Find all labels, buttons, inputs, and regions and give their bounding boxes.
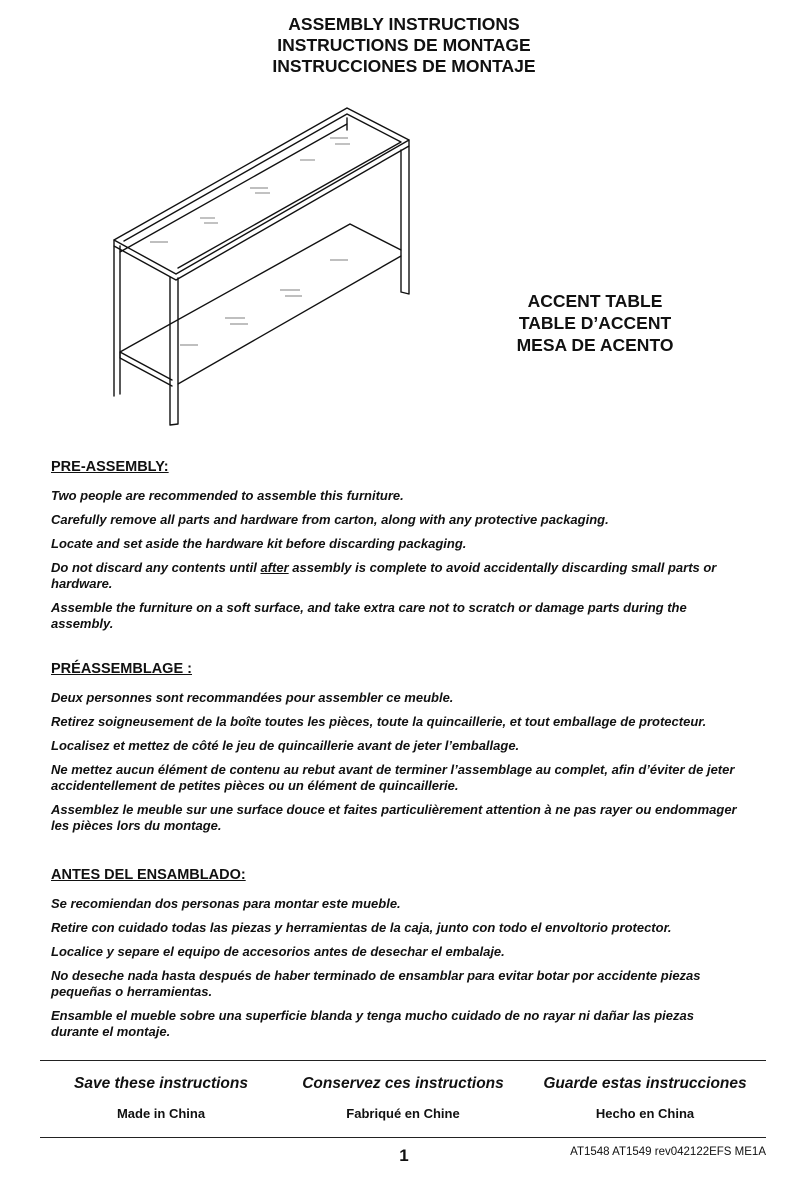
instruction-paragraph: Two people are recommended to assemble this furniture. bbox=[51, 488, 404, 503]
save-instructions-spanish: Guarde estas instrucciones bbox=[543, 1075, 747, 1092]
instruction-paragraph: Ensamble el mueble sobre una superficie blanda y tenga mucho cuidado de no rayar ni dañar las piezas durante el montaje. bbox=[51, 1008, 694, 1039]
product-name-spanish: MESA DE ACENTO bbox=[516, 335, 674, 355]
lower-shelf-frame bbox=[120, 224, 401, 386]
instruction-text: Do not discard any contents until bbox=[51, 560, 261, 575]
title-french: INSTRUCTIONS DE MONTAGE bbox=[277, 35, 531, 55]
pre-assembly-spanish bbox=[51, 866, 741, 1048]
made-in-french: Fabriqué en Chine bbox=[346, 1106, 460, 1121]
table-top-inner-frame bbox=[124, 114, 401, 268]
front-left-leg bbox=[170, 277, 178, 425]
instruction-paragraph: Carefully remove all parts and hardware from carton, along with any protective packaging. bbox=[51, 512, 609, 527]
instruction-paragraph: Localisez et mettez de côté le jeu de quincaillerie avant de jeter l’emballage. bbox=[51, 738, 520, 753]
instruction-paragraph: Retirez soigneusement de la boîte toutes les pièces, toute la quincaillerie, et tout emballage de protecteur. bbox=[51, 714, 707, 729]
product-name bbox=[470, 290, 720, 356]
emphasis-text: after bbox=[260, 560, 289, 575]
pre-assembly-english bbox=[51, 458, 741, 640]
table-top-frame bbox=[114, 108, 409, 274]
title-english: ASSEMBLY INSTRUCTIONS bbox=[288, 14, 520, 34]
footer-divider-top bbox=[40, 1060, 766, 1061]
instruction-paragraph: Se recomiendan dos personas para montar este mueble. bbox=[51, 896, 401, 911]
footer-divider-bottom bbox=[40, 1137, 766, 1138]
instruction-paragraph: Locate and set aside the hardware kit before discarding packaging. bbox=[51, 536, 467, 551]
save-instructions-row bbox=[40, 1075, 766, 1093]
back-rail bbox=[120, 124, 347, 252]
instruction-paragraph: Localice y separe el equipo de accesorios antes de desechar el embalaje. bbox=[51, 944, 505, 959]
table-top-edge bbox=[114, 140, 409, 280]
section-heading: ANTES DEL ENSAMBLADO: bbox=[51, 867, 246, 883]
title-spanish: INSTRUCCIONES DE MONTAJE bbox=[272, 56, 536, 76]
made-in-row bbox=[40, 1106, 766, 1121]
made-in-english: Made in China bbox=[116, 1106, 206, 1121]
instruction-paragraph: Deux personnes sont recommandées pour assembler ce meuble. bbox=[51, 690, 454, 705]
instruction-paragraph: Assemble the furniture on a soft surface, and take extra care not to scratch or damage parts during the assembly. bbox=[51, 600, 687, 631]
instruction-text: assembly is complete to avoid accidentally discarding small parts or hardware. bbox=[51, 560, 717, 591]
pre-assembly-french bbox=[51, 660, 741, 842]
document-title bbox=[0, 14, 808, 77]
front-right-leg bbox=[401, 146, 409, 294]
section-heading: PRE-ASSEMBLY: bbox=[51, 459, 169, 475]
back-left-leg bbox=[114, 246, 120, 396]
save-instructions-french: Conservez ces instructions bbox=[302, 1075, 504, 1092]
section-heading: PRÉASSEMBLAGE : bbox=[51, 661, 192, 677]
instruction-paragraph bbox=[51, 560, 741, 592]
product-name-english: ACCENT TABLE bbox=[527, 291, 663, 311]
instruction-paragraph: Ne mettez aucun élément de contenu au rebut avant de terminer l’assemblage au complet, afin d’éviter de jeter accidentellement de petites pièces ou un élément de quincaillerie. bbox=[51, 762, 735, 793]
accent-table-illustration bbox=[100, 100, 420, 430]
instruction-paragraph: No deseche nada hasta después de haber terminado de ensamblar para evitar botar por accidente piezas pequeñas o herramientas. bbox=[51, 968, 701, 999]
document-code: AT1548 AT1549 rev042122EFS ME1A bbox=[570, 1146, 766, 1158]
product-name-french: TABLE D’ACCENT bbox=[518, 313, 672, 333]
instruction-paragraph: Retire con cuidado todas las piezas y herramientas de la caja, junto con todo el envoltorio protector. bbox=[51, 920, 672, 935]
page-number: 1 bbox=[399, 1146, 409, 1165]
instruction-paragraph: Assemblez le meuble sur une surface douce et faites particulièrement attention à ne pas rayer ou endommager les pièces lors du montage. bbox=[51, 802, 737, 833]
made-in-spanish: Hecho en China bbox=[595, 1106, 695, 1121]
save-instructions-english: Save these instructions bbox=[73, 1075, 248, 1092]
